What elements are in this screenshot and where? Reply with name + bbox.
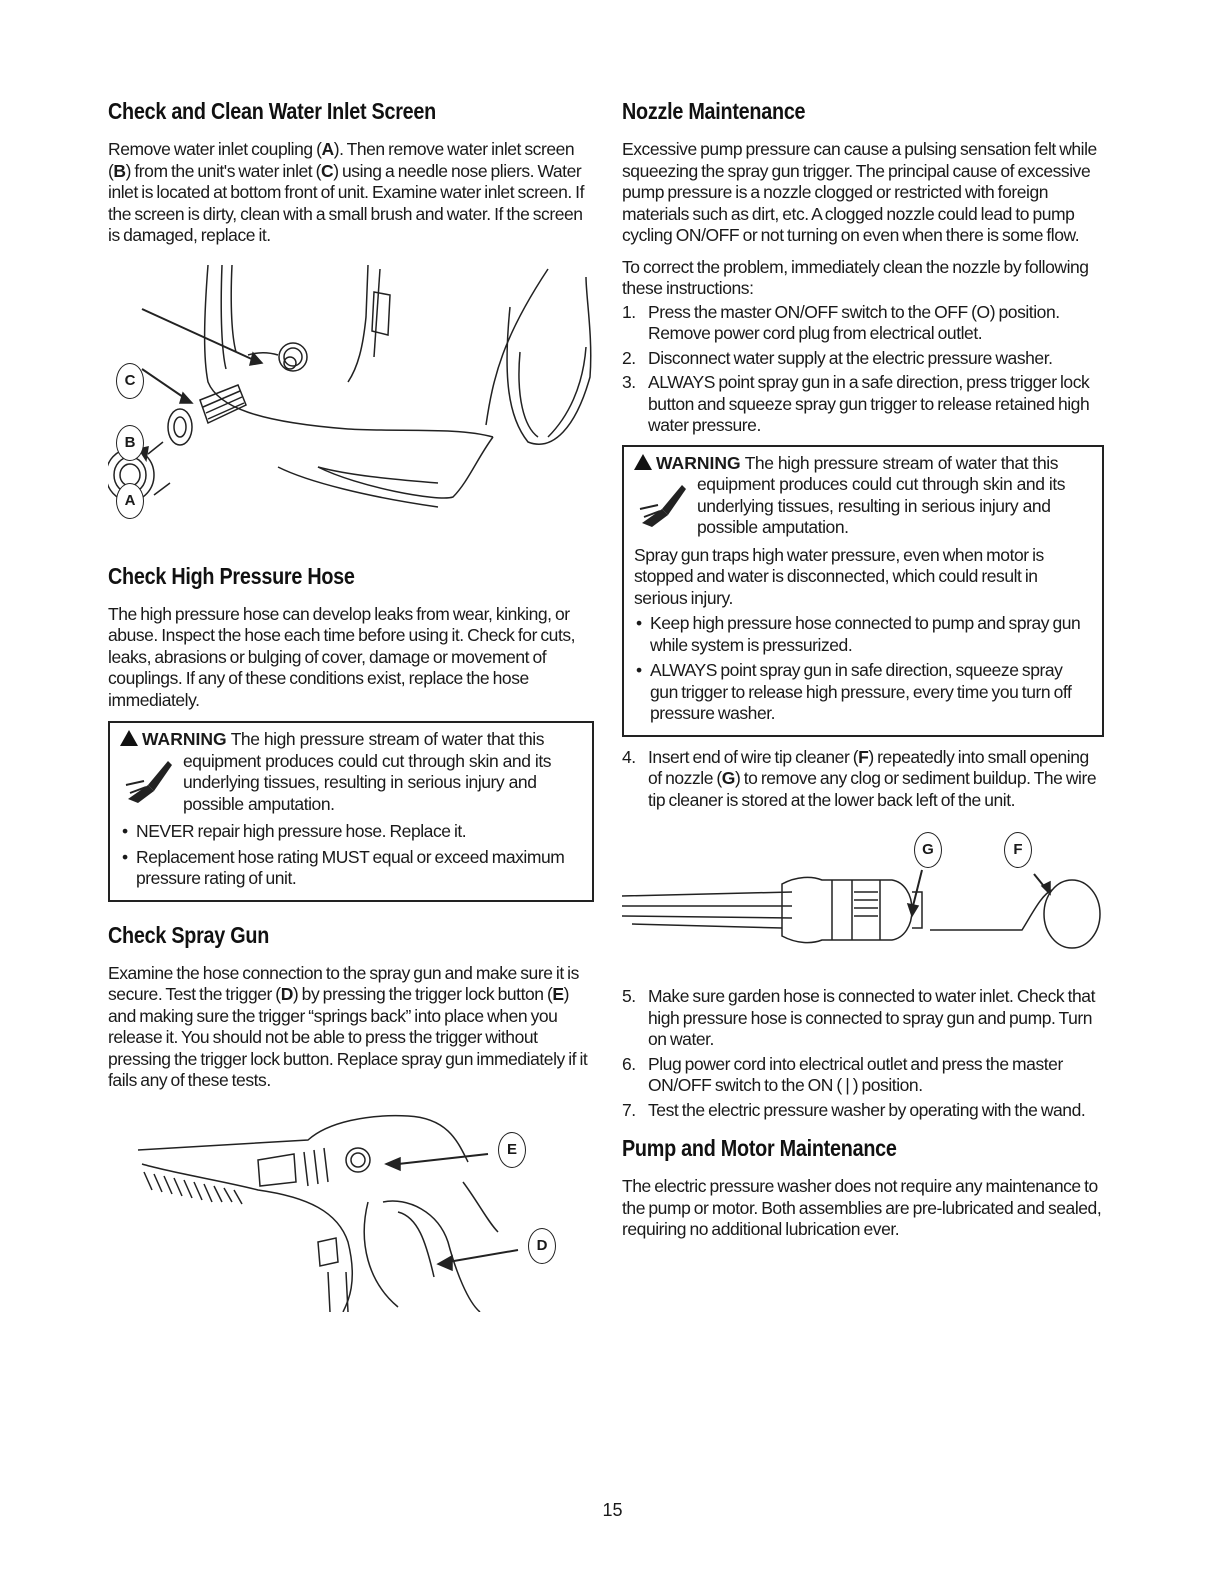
nozzle-step: 1. Press the master ON/OFF switch to the OFF (O) position. Remove power cord plug from electrical outlet. bbox=[622, 301, 1060, 343]
nozzle-bullet: • ALWAYS point spray gun in safe direction, squeeze spray gun trigger to release high pressure, every time you turn off pressure washer. bbox=[634, 660, 1092, 725]
nozzle-cleaner-illustration bbox=[622, 814, 1104, 986]
injection-hazard-icon bbox=[124, 755, 174, 805]
inlet-screen-text: Remove water inlet coupling (A). Then remove water inlet screen (B) from the unit's water inlet (C) using a needle nose pliers. Water inlet is located at bottom front of unit. Examine water inlet screen. If the screen is dirty, clean with a small brush and water. If the screen is damaged, replace it. bbox=[108, 139, 584, 245]
nozzle-step: 7. Test the electric pressure washer by operating with the wand. bbox=[622, 1099, 1086, 1120]
nozzle-step: 5. Make sure garden hose is connected to water inlet. Check that high pressure hose is connected to spray gun and pump. Turn on water. bbox=[622, 986, 1095, 1049]
spray-gun-illustration bbox=[108, 1102, 594, 1312]
hose-heading: Check High Pressure Hose bbox=[108, 562, 355, 589]
spray-gun-text: Examine the hose connection to the spray gun and make sure it is secure. Test the trigger (D) by pressing the trigger lock button (E) and making sure the trigger “springs back” into place when you release it. You should not be able to press the trigger without pressing the trigger lock button. Replace spray gun immediately if it fails any of these tests. bbox=[108, 962, 588, 1090]
callout-c: C bbox=[116, 363, 144, 399]
warning-label: WARNING bbox=[656, 452, 741, 473]
pump-motor-section bbox=[622, 1135, 1104, 1241]
nozzle-text-2: To correct the problem, immediately clean the nozzle by following these instructions: bbox=[622, 256, 1089, 298]
inlet-screen-illustration bbox=[108, 257, 594, 547]
hose-warning-bullets bbox=[120, 821, 582, 890]
nozzle-warning-text: Spray gun traps high water pressure, even when motor is stopped and water is disconnected, which could result in serious injury. bbox=[634, 544, 1044, 608]
hose-text: The high pressure hose can develop leaks from wear, kinking, or abuse. Inspect the hose each time before using it. Check for cuts, leaks, abrasions or bulging of cover, damage or movement of couplings. If any of these conditions exist, replace the hose immediately. bbox=[108, 603, 576, 710]
pump-motor-heading: Pump and Motor Maintenance bbox=[622, 1135, 897, 1161]
callout-f: F bbox=[1004, 832, 1032, 868]
callout-b: B bbox=[116, 425, 144, 461]
inlet-screen-heading: Check and Clean Water Inlet Screen bbox=[108, 98, 436, 124]
inlet-screen-figure bbox=[108, 257, 594, 547]
page-number: 15 bbox=[602, 1500, 623, 1520]
hose-section bbox=[108, 563, 594, 902]
warning-triangle-icon bbox=[634, 454, 652, 470]
spray-gun-section bbox=[108, 922, 594, 1312]
nozzle-step: 4. Insert end of wire tip cleaner (F) repeatedly into small opening of nozzle (G) to remove any clog or sediment buildup. The wire tip cleaner is stored at the lower back left of the unit. bbox=[622, 746, 1097, 810]
hose-warning-box bbox=[108, 721, 594, 902]
hose-bullet: • Replacement hose rating MUST equal or exceed maximum pressure rating of unit. bbox=[120, 847, 582, 890]
nozzle-warning-bullets bbox=[634, 613, 1092, 725]
left-column bbox=[108, 98, 594, 1312]
warning-triangle-icon bbox=[120, 730, 138, 746]
spray-gun-heading: Check Spray Gun bbox=[108, 921, 270, 948]
nozzle-step: 3. ALWAYS point spray gun in a safe direction, press trigger lock button and squeeze spray gun trigger to release retained high water pressure. bbox=[622, 372, 1090, 435]
hose-bullet: • NEVER repair high pressure hose. Replace it. bbox=[120, 821, 582, 843]
nozzle-steps-1 bbox=[622, 302, 1104, 437]
warning-label: WARNING bbox=[142, 729, 227, 749]
nozzle-figure bbox=[622, 814, 1104, 986]
nozzle-step: 2. Disconnect water supply at the electric pressure washer. bbox=[622, 347, 1053, 368]
nozzle-warning-header: WARNING The high pressure stream of water that this equipment produces could cut through skin and its underlying tissues, resulting in serious injury and possible amputation. bbox=[634, 453, 1092, 541]
nozzle-step-4 bbox=[622, 747, 1104, 812]
hose-warning-header: WARNING The high pressure stream of water that this equipment produces could cut through skin and its underlying tissues, resulting in serious injury and possible amputation. bbox=[120, 729, 582, 817]
nozzle-bullet: • Keep high pressure hose connected to pump and spray gun while system is pressurized. bbox=[634, 613, 1092, 656]
nozzle-step: 6. Plug power cord into electrical outlet and press the master ON/OFF switch to the ON ( | ) position. bbox=[622, 1053, 1063, 1095]
callout-g: G bbox=[914, 832, 942, 868]
right-column bbox=[622, 98, 1104, 1251]
nozzle-heading: Nozzle Maintenance bbox=[622, 98, 806, 124]
callout-a: A bbox=[116, 483, 144, 519]
nozzle-warning-box bbox=[622, 445, 1104, 737]
injection-hazard-icon bbox=[638, 479, 688, 529]
nozzle-text-1: Excessive pump pressure can cause a pulsing sensation felt while squeezing the spray gun trigger. The principal cause of excessive pump pressure is a nozzle clogged or restricted with foreign materials such as dirt, etc. A clogged nozzle could lead to pump cycling ON/OFF or not turning on even when there is some flow. bbox=[622, 139, 1097, 245]
callout-e: E bbox=[498, 1132, 526, 1168]
spray-gun-figure bbox=[108, 1102, 594, 1312]
pump-motor-text: The electric pressure washer does not require any maintenance to the pump or motor. Both assemblies are pre-lubricated and sealed, requiring no additional lubrication ever. bbox=[622, 1176, 1102, 1239]
nozzle-steps-2 bbox=[622, 986, 1104, 1121]
callout-d: D bbox=[528, 1228, 556, 1264]
